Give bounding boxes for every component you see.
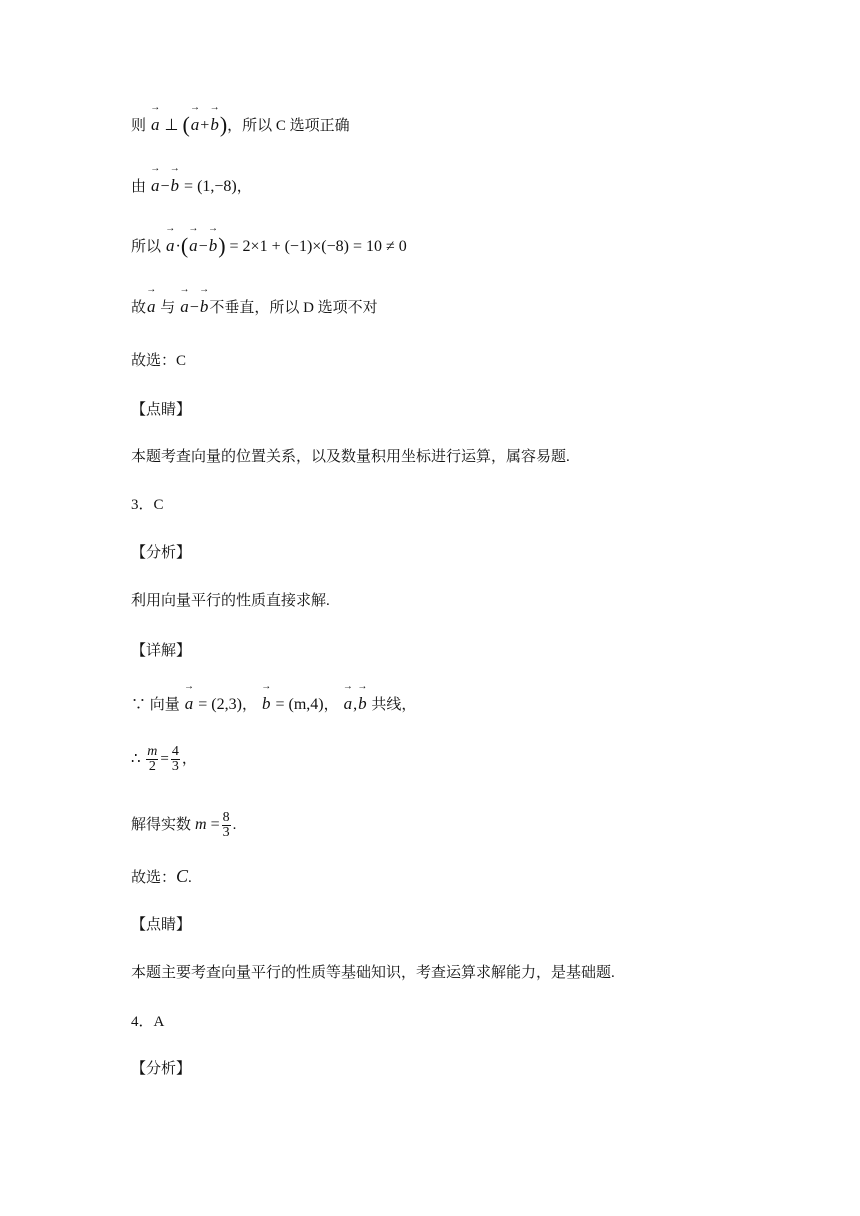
- text: .: [188, 870, 192, 886]
- line-17: 本题主要考查向量平行的性质等基础知识，考查运算求解能力，是基础题.: [131, 965, 615, 981]
- answer: C: [176, 866, 189, 886]
- question-number: 3．C: [131, 497, 164, 513]
- fraction: $\frac{8}{3}$: [222, 810, 230, 840]
- because-symbol: ∵: [131, 697, 147, 713]
- text: 故: [131, 300, 147, 316]
- value: = (2,3): [198, 696, 242, 713]
- dot-symbol: ·: [175, 238, 181, 255]
- text: 不垂直，所以 D 选项不对: [209, 300, 378, 316]
- text: 所以: [131, 239, 162, 255]
- line-12: [131, 693, 416, 716]
- text: ，: [236, 179, 252, 195]
- vector-b: → b: [357, 693, 368, 715]
- vector-b: → b: [208, 235, 219, 257]
- equals-symbol: =: [184, 178, 194, 195]
- equals-symbol: =: [160, 750, 169, 767]
- line-13: [131, 745, 197, 774]
- section-heading: 【点睛】: [131, 402, 192, 418]
- text: ，: [323, 697, 339, 713]
- vector-a: → a: [343, 693, 354, 715]
- line-15: [131, 865, 192, 889]
- vector-b: → b: [209, 114, 220, 136]
- fraction: $\frac{m}{2}$: [147, 744, 158, 774]
- vector-a: → a: [190, 114, 201, 136]
- vector-b: → b: [261, 693, 272, 715]
- vector-a: → a: [150, 114, 161, 136]
- text: ，: [181, 750, 197, 767]
- value: = (m,4): [275, 696, 324, 713]
- value: (1,−8): [197, 178, 237, 195]
- section-heading: 【点睛】: [131, 917, 192, 933]
- text: .: [232, 816, 237, 833]
- minus-symbol: −: [160, 178, 170, 195]
- text: ，所以 C 选项正确: [227, 118, 350, 134]
- comma: ,: [353, 696, 358, 713]
- text: 则: [131, 118, 147, 134]
- section-heading: 【分析】: [131, 1061, 192, 1077]
- equals-symbol: =: [210, 815, 220, 833]
- text: ，: [241, 697, 257, 713]
- fraction: $\frac{4}{3}$: [171, 744, 179, 774]
- vector-a: → a: [165, 235, 176, 257]
- vector-a: → a: [179, 296, 190, 318]
- vector-a: → a: [188, 235, 199, 257]
- text: 故选：: [131, 870, 177, 886]
- therefore-symbol: ∴: [131, 750, 141, 767]
- perp-symbol: ⊥: [164, 117, 179, 134]
- vector-a: → a: [150, 175, 161, 197]
- text: 解得实数: [131, 816, 192, 833]
- vector-b: → b: [170, 175, 181, 197]
- vector-a: → a: [184, 693, 195, 715]
- text: 与: [160, 300, 176, 316]
- minus-symbol: −: [189, 299, 199, 316]
- line-2: [131, 175, 252, 198]
- vector-b: → b: [199, 296, 210, 318]
- variable-m: m: [195, 815, 207, 833]
- line-4: [131, 296, 378, 319]
- line-3: 所以 → a·(→ a−→ b) = 2×1 + (−1)×(−8) = 10 ≠ 0: [131, 235, 407, 258]
- text: 由: [131, 179, 147, 195]
- line-10: 利用向量平行的性质直接求解.: [131, 593, 330, 609]
- section-heading: 【详解】: [131, 643, 192, 659]
- minus-symbol: −: [198, 238, 208, 255]
- section-heading: 【分析】: [131, 545, 192, 561]
- text: 共线，: [371, 697, 417, 713]
- expression: = 2×1 + (−1)×(−8) = 10 ≠ 0: [229, 238, 407, 255]
- line-1: 则 → a ⊥ (→ a+→ b)，所以 C 选项正确: [131, 114, 350, 137]
- text: 向量: [149, 697, 180, 713]
- line-5: 故选：C: [131, 353, 187, 369]
- line-7: 本题考查向量的位置关系，以及数量积用坐标进行运算，属容易题.: [131, 449, 570, 465]
- question-number: 4．A: [131, 1014, 165, 1030]
- plus-symbol: +: [200, 117, 210, 134]
- vector-a: → a: [146, 296, 157, 318]
- line-14: [131, 811, 236, 840]
